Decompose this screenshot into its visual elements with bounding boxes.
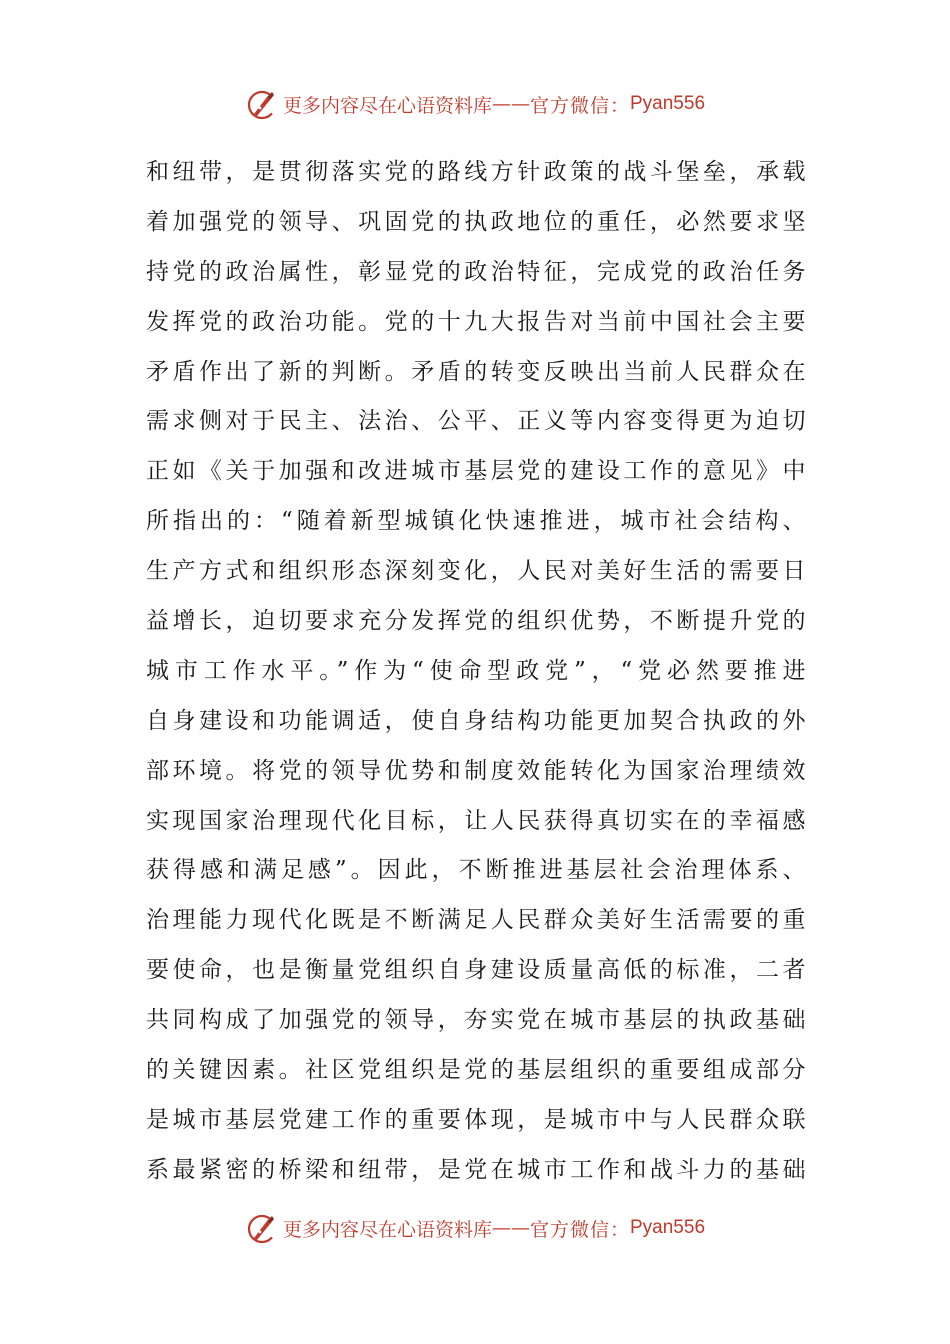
body-line: 持党的政治属性，彰显党的政治特征，完成党的政治任务 <box>146 258 806 285</box>
footer-banner <box>0 1208 950 1248</box>
body-line: 治理能力现代化既是不断满足人民群众美好生活需要的重 <box>146 907 806 934</box>
body-line: 部环境。将党的领导优势和制度效能转化为国家治理绩效 <box>146 757 806 784</box>
banner-title: 更多内容尽在心语资料库 <box>282 94 492 117</box>
body-line: 自身建设和功能调适，使自身结构功能更加契合执政的外 <box>146 707 806 734</box>
banner-dash: —— <box>491 1217 530 1239</box>
body-line: 实现国家治理现代化目标，让人民获得真切实在的幸福感 <box>146 807 806 834</box>
pen-nib-swirl-icon <box>245 87 279 121</box>
banner-title: 更多内容尽在心语资料库 <box>282 1218 492 1241</box>
body-line: 生产方式和组织形态深刻变化，人民对美好生活的需要日 <box>146 558 806 585</box>
pen-nib-swirl-icon <box>245 1211 279 1245</box>
banner-dash: —— <box>491 93 530 115</box>
body-line: 所指出的：“随着新型城镇化快速推进，城市社会结构、 <box>146 508 806 535</box>
document-body <box>146 148 806 1196</box>
body-line: 城市工作水平。”作为“使命型政党”，“党必然要推进 <box>146 657 806 684</box>
body-line: 矛盾作出了新的判断。矛盾的转变反映出当前人民群众在 <box>146 358 806 385</box>
banner-wechat-label: 官方微信： <box>529 94 630 117</box>
banner-wechat-label: 官方微信： <box>529 1218 630 1241</box>
body-line: 发挥党的政治功能。党的十九大报告对当前中国社会主要 <box>146 308 806 335</box>
body-line: 获得感和满足感”。因此，不断推进基层社会治理体系、 <box>146 857 806 884</box>
body-line: 共同构成了加强党的领导，夯实党在城市基层的执政基础 <box>146 1007 806 1034</box>
body-line: 和纽带，是贯彻落实党的路线方针政策的战斗堡垒，承载 <box>146 159 806 185</box>
body-line: 需求侧对于民主、法治、公平、正义等内容变得更为迫切 <box>146 408 806 435</box>
body-line: 的关键因素。社区党组织是党的基层组织的重要组成部分 <box>146 1057 806 1084</box>
body-line: 益增长，迫切要求充分发挥党的组织优势，不断提升党的 <box>146 608 806 635</box>
body-line: 系最紧密的桥梁和纽带，是党在城市工作和战斗力的基础 <box>146 1156 806 1183</box>
header-banner <box>0 84 950 124</box>
banner-wechat-id: Pyan556 <box>630 93 706 114</box>
body-line: 正如《关于加强和改进城市基层党的建设工作的意见》中 <box>146 458 806 485</box>
body-line: 要使命，也是衡量党组织自身建设质量高低的标准，二者 <box>146 957 806 984</box>
body-line: 着加强党的领导、巩固党的执政地位的重任，必然要求坚 <box>146 208 806 235</box>
body-line: 是城市基层党建工作的重要体现，是城市中与人民群众联 <box>146 1106 806 1133</box>
banner-wechat-id: Pyan556 <box>630 1217 706 1238</box>
